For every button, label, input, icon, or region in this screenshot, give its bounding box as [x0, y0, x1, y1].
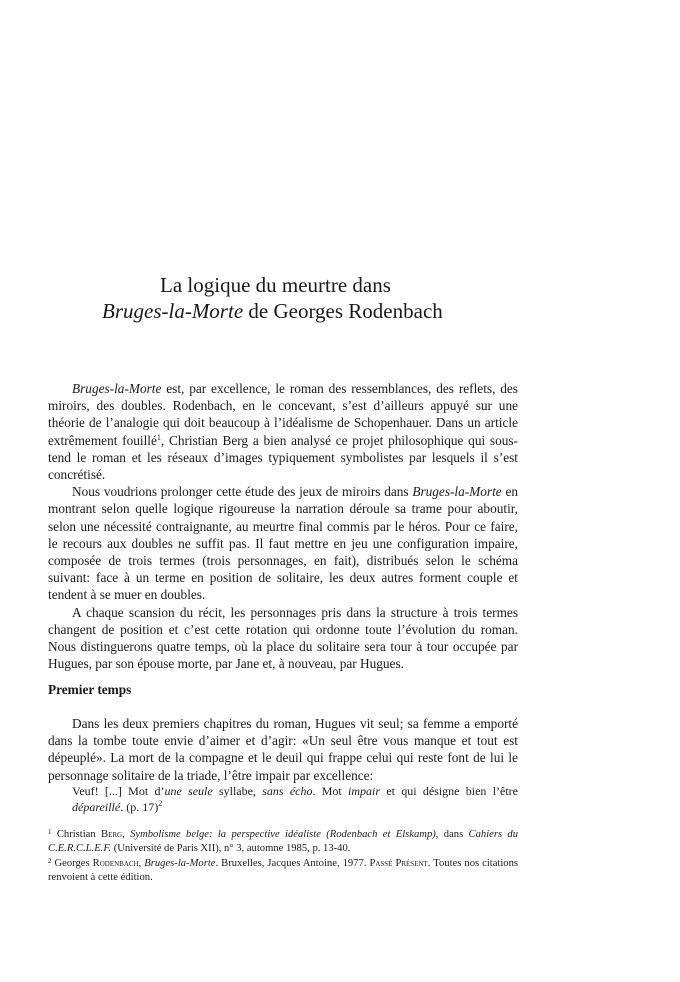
quote-fragment: et qui désigne bien l’être [380, 784, 519, 798]
quote-fragment: Veuf! [...] Mot d’ [72, 784, 165, 798]
footnote-ref-1[interactable]: 1 [156, 432, 161, 442]
collection-small-caps: Passé Présent [369, 858, 428, 870]
footnote-fragment: , dans [435, 829, 469, 840]
intro-paragraph-1 [48, 380, 518, 483]
quote-italic: une seule [164, 784, 213, 798]
quote-fragment: . Mot [312, 784, 349, 798]
footnote-fragment: . Toutes nos citations renvoient à cette édition. [48, 858, 519, 883]
footnote-fragment: , [138, 858, 145, 870]
quote-text [72, 783, 518, 815]
title-line-2 [102, 298, 443, 324]
paragraph-text: , Christian Berg a bien analysé ce projet philosophique qui sous-tend le roman et les réseaux d’images typiquement symbolistes par lesquels il s’est concrétisé. [48, 432, 518, 483]
section-1-paragraph-1: Dans les deux premiers chapitres du roman, Hugues vit seul; sa femme a emporté dans la tombe toute envie d’aimer et d’agir: «Un seul être vous manque et tout est dépeuplé». La mort de la compagne et le deuil qui frappe celui qui reste font de lui le personnage solitaire de la triade, l’être impair par excellence: [48, 716, 518, 783]
author-small-caps: Rodenbach [92, 858, 139, 870]
footnote-2 [48, 855, 518, 884]
quote-italic: sans écho [262, 784, 313, 798]
title-line-1: La logique du meurtre dans [160, 273, 391, 297]
footnote-fragment: Christian [51, 829, 102, 840]
section-1-body [48, 715, 518, 784]
quote-italic: dépareillé [72, 800, 121, 814]
work-title-italic: Bruges-la-Morte [412, 484, 502, 500]
quote-fragment: syllabe, [212, 784, 263, 798]
block-quote [72, 783, 518, 815]
intro-paragraph-2 [48, 483, 518, 603]
author-small-caps: Berg [101, 829, 123, 840]
footnote-fragment: . Bruxelles, Jacques Antoine, 1977. [215, 858, 370, 870]
title-italic-work: Bruges-la-Morte [102, 299, 244, 323]
footnote-fragment: (Université de Paris XII), n° 3, automne 1985, p. 13-40. [111, 842, 351, 854]
footnote-italic: Symbolisme belge: la perspective idéaliste (Rodenbach et Elskamp) [130, 829, 436, 840]
paragraph-text: est, par excellence, le roman des ressemblances, des reflets, des miroirs, des doubles. Rodenbach, en le concevant, s’est d’ailleurs appuyé sur une théorie de l’analogie qui doit beaucoup à l’idéalisme de Schopenhauer. Dans un article extrêmement fouillé [48, 381, 518, 448]
footnotes [48, 826, 518, 884]
quote-italic: impair [348, 784, 381, 798]
footnote-italic: Bruges-la-Morte [144, 858, 216, 870]
footnote-fragment: , [122, 829, 131, 840]
quote-fragment: . (p. 17) [120, 800, 159, 814]
intro-paragraph-3: A chaque scansion du récit, les personnages pris dans la structure à trois termes changent de position et c’est cette rotation qui ordonne toute l’évolution du roman. Nous distinguerons quatre temps, où la place du solitaire sera tour à tour occupée par Hugues, par son épouse morte, par Jane et, à nouveau, par Hugues. [48, 604, 518, 672]
footnote-marker: 1 [48, 828, 52, 836]
intro-section [48, 380, 518, 672]
footnote-italic: Cahiers du C.E.R.C.L.E.F. [48, 829, 519, 854]
section-heading: Premier temps [48, 682, 132, 697]
work-title-italic: Bruges-la-Morte [72, 381, 162, 396]
paragraph-text: en montrant selon quelle logique rigoureuse la narration déroule sa trame pour aboutir, selon une nécessité contraignante, au meurtre final commis par le héros. Pour ce faire, le recours aux doubles ne suffit pas. Il faut mettre en jeu une configuration impaire, composée de trois termes (trois personnages, en fait), distribués selon le schéma suivant: face à un terme en position de solitaire, les deux autres forment couple et tendent à se muer en doubles. [48, 484, 519, 603]
paragraph-text: Nous voudrions prolonger cette étude des jeux de miroirs dans [72, 484, 413, 500]
footnote-fragment: Georges [51, 858, 93, 870]
footnote-1 [48, 826, 518, 855]
footnote-ref-2[interactable]: 2 [158, 799, 163, 808]
title-author: de Georges Rodenbach [243, 299, 443, 323]
footnote-marker: 2 [48, 857, 52, 866]
